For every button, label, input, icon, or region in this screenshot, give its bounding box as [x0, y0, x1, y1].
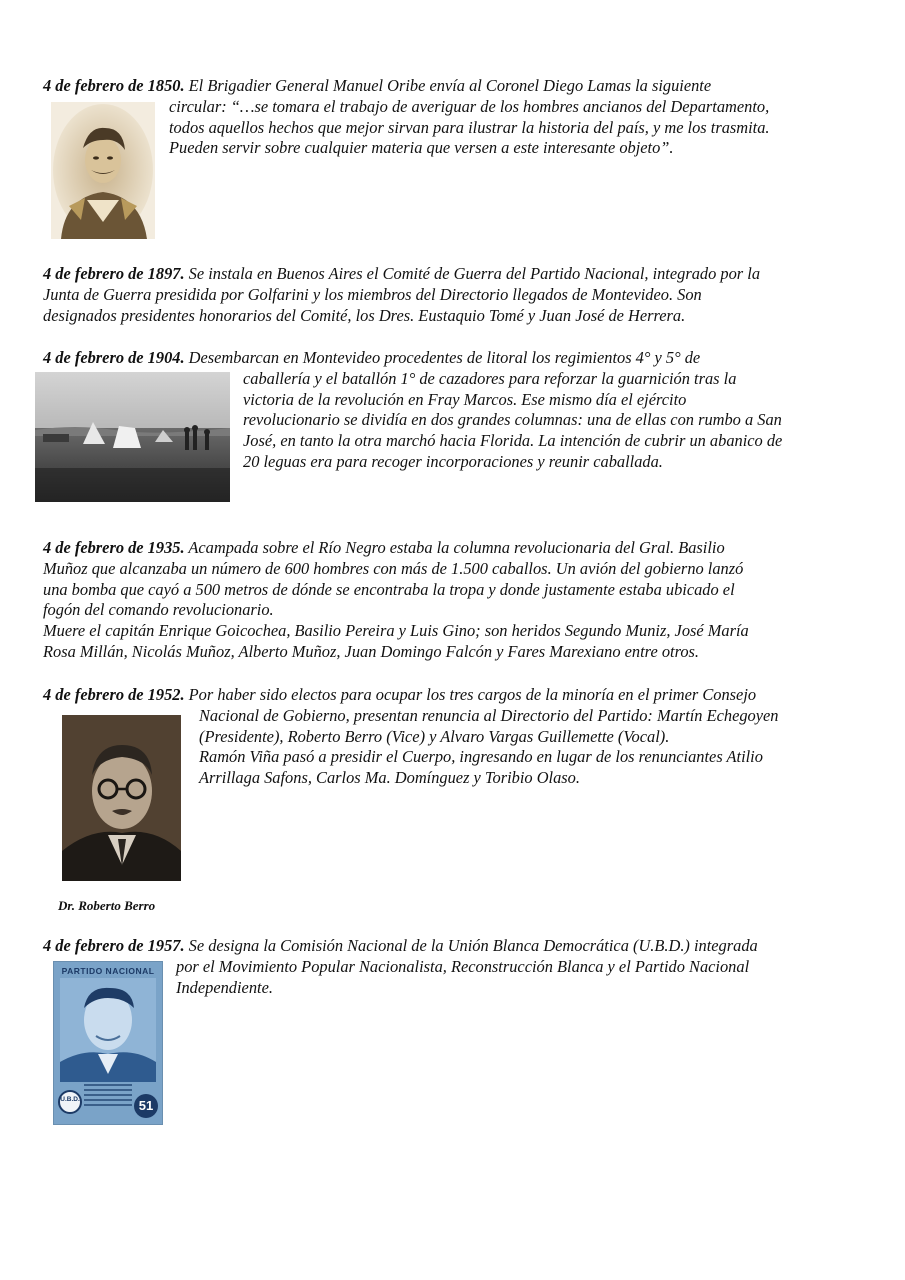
portrait-manuel-oribe: [51, 102, 155, 239]
entry-date: 4 de febrero de 1850.: [43, 76, 185, 95]
entry-text: Nacional de Gobierno, presentan renuncia al Directorio del Partido: Martín Echegoyen: [199, 705, 779, 725]
photo-caption: Dr. Roberto Berro: [58, 898, 156, 913]
campaign-poster: [53, 961, 163, 1125]
entry-text: El Brigadier General Manuel Oribe envía al Coronel Diego Lamas la siguiente: [188, 76, 712, 95]
entry-text: por el Movimiento Popular Nacionalista, Reconstrucción Blanca y el Partido Nacional: [176, 956, 750, 976]
entry-1935: [43, 538, 853, 663]
entry-text: Se designa la Comisión Nacional de la Unión Blanca Democrática (U.B.D.) integrada: [188, 936, 758, 955]
entry-text: Rosa Millán, Nicolás Muñoz, Alberto Muñoz, Juan Domingo Falcón y Fares Marexiano entre otros.: [43, 641, 700, 661]
entry-text: caballería y el batallón 1° de cazadores para reforzar la guarnición tras la: [243, 368, 737, 388]
portrait-oribe-image: [51, 102, 155, 239]
entry-1957: [43, 936, 853, 998]
entry-text: Se instala en Buenos Aires el Comité de Guerra del Partido Nacional, integrado por la: [188, 264, 761, 283]
entry-text: Desembarcan en Montevideo procedentes de litoral los regimientos 4° y 5° de: [188, 348, 701, 367]
entry-text: Muñoz que alcanzaba un número de 600 hombres con más de 1.500 caballos. Un avión del gobierno lanzó: [43, 558, 744, 578]
entry-text: Pueden servir sobre cualquier materia que versen a este interesante objeto”.: [169, 138, 674, 158]
entry-1897: [43, 264, 853, 326]
entry-text: José, en tanto la otra marchó hacia Florida. La intención de cubrir un abanico de: [243, 431, 783, 451]
poster-header: PARTIDO NACIONAL: [61, 966, 155, 976]
entry-text: designados presidentes honorarios del Comité, los Dres. Eustaquio Tomé y Juan José de Herrera.: [43, 305, 686, 325]
entry-1850: [43, 76, 853, 159]
entry-text: Independiente.: [176, 977, 273, 997]
entry-text: Junta de Guerra presidida por Golfarini y los miembros del Directorio llegados de Montevideo. Son: [43, 284, 702, 304]
camp-photo-image: [35, 372, 230, 502]
entry-date: 4 de febrero de 1935.: [43, 538, 185, 557]
entry-date: 4 de febrero de 1957.: [43, 936, 185, 955]
poster-badge-ubd: U.B.D.: [60, 1096, 80, 1103]
entry-date: 4 de febrero de 1904.: [43, 348, 185, 367]
poster-list-number: 51: [138, 1098, 154, 1113]
entry-text: 20 leguas era para recoger incorporaciones y reunir caballada.: [243, 451, 663, 471]
entry-text: Por haber sido electos para ocupar los tres cargos de la minoría en el primer Consejo: [188, 685, 757, 704]
entry-text: una bomba que cayó a 500 metros de dónde se encontraba la tropa y donde justamente estaba ubicado el: [43, 579, 735, 599]
entry-text: Muere el capitán Enrique Goicochea, Basilio Pereira y Luis Gino; son heridos Segundo Muniz, José María: [43, 621, 749, 641]
photo-troops-camp: [35, 372, 230, 502]
entry-text: Acampada sobre el Río Negro estaba la columna revolucionaria del Gral. Basilio: [188, 538, 725, 557]
entry-text: todos aquellos hechos que mejor sirvan para ilustrar la historia del país, y me los trasmita.: [169, 117, 770, 137]
entry-text: (Presidente), Roberto Berro (Vice) y Alvaro Vargas Guillemette (Vocal).: [199, 726, 670, 746]
entry-text: circular: “…se tomara el trabajo de averiguar de los hombres ancianos del Departamento,: [169, 96, 770, 116]
entry-date: 4 de febrero de 1897.: [43, 264, 185, 283]
portrait-roberto-berro: [62, 715, 181, 881]
entry-text: revolucionario se dividía en dos grandes columnas: una de ellas con rumbo a San: [243, 410, 782, 430]
berro-photo-image: [62, 715, 181, 881]
entry-text: Arrillaga Safons, Carlos Ma. Domínguez y Toribio Olaso.: [199, 768, 580, 788]
entry-text: fogón del comando revolucionario.: [43, 600, 274, 620]
entry-text: Ramón Viña pasó a presidir el Cuerpo, ingresando en lugar de los renunciantes Atilio: [199, 747, 763, 767]
entry-date: 4 de febrero de 1952.: [43, 685, 185, 704]
entry-text: victoria de la revolución en Fray Marcos. Ese mismo día el ejército: [243, 389, 687, 409]
